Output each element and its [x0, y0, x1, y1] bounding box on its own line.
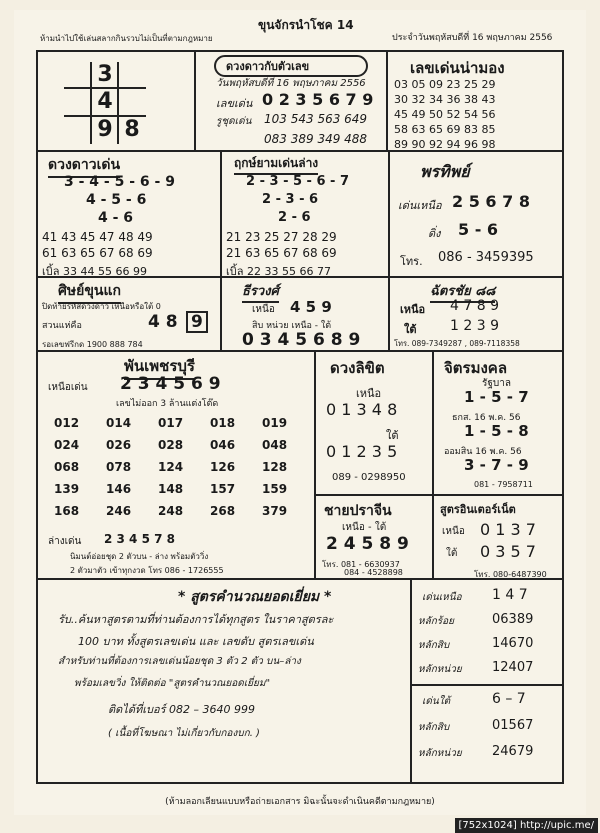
lekden-row-5: 89 90 92 94 96 98: [394, 138, 496, 151]
sutdee-top-label: เด่นเหนือ: [422, 592, 462, 603]
phetchaburi-number: 068: [54, 460, 80, 474]
phetchaburi-number: 078: [106, 460, 132, 474]
duangdao-lead-value: 0 2 3 5 6 7 9: [262, 90, 374, 109]
sutdee-row5-value: 24679: [492, 744, 534, 759]
phetchaburi-grid: [38, 352, 314, 522]
rerk-row2: 21 63 65 67 68 69: [226, 246, 337, 260]
lekden-box: [386, 50, 564, 152]
sutdee-p6: ( เนื้อที่โฆษณา ไม่เกี่ยวกับกองบก. ): [108, 728, 260, 739]
duangdaoden-row1: 41 43 45 47 48 49: [42, 230, 153, 244]
magic-square-box: [36, 50, 196, 152]
duanglikhit-s-value: 0 1 2 3 5: [326, 442, 398, 461]
duanglikhit-box: [314, 350, 434, 496]
phetchaburi-number: 248: [158, 504, 184, 518]
phetchaburi-number: 146: [106, 482, 132, 496]
duangdaoden-row3: เบิ้ล 33 44 55 66 99: [42, 265, 147, 278]
pornthip-bottom-value: 5 - 6: [458, 220, 499, 239]
jitmongkol-c-label: ออมสิน 16 พ.ค. 56: [444, 447, 522, 457]
duanglikhit-n-label: เหนือ: [356, 387, 382, 400]
duangdaoden-title: ดวงดาวเด่น: [48, 154, 120, 178]
phetchaburi-lead-value: 2 3 4 5 6 9: [120, 374, 221, 394]
jitmongkol-b-value: 1 - 5 - 8: [464, 422, 529, 440]
sutdee-mid-value: 6 – 7: [492, 691, 526, 707]
duangdao-box: [194, 50, 388, 152]
phetchaburi-number: 379: [262, 504, 288, 518]
duangdao-lead-label: เลขเด่น: [216, 97, 253, 110]
sutdee-row5-label: หลักหน่วย: [418, 748, 462, 759]
internet-title: สูตรอินเตอร์เน็ต: [440, 503, 516, 516]
sittikhunkae-foot: รอเลขฟรีกด 1900 888 784: [42, 340, 143, 349]
duangdao-row1: 103 543 563 649: [264, 112, 368, 126]
sutdee-row1-label: หลักร้อย: [418, 616, 455, 627]
chaiprajin-sub: เหนือ - ใต้: [342, 522, 387, 533]
phetchaburi-note2: นิมนต์อ่อยชุด 2 ตัวบน - ล่าง พร้อมตัววิ่ง: [70, 552, 209, 561]
phetchaburi-number: 124: [158, 460, 184, 474]
sutdee-mid-label: เด่นใต้: [422, 696, 451, 707]
teerawong-mid: สิบ หน่วย เหนือ - ใต้: [252, 321, 332, 331]
chaiprajin-value: 2 4 5 8 9: [326, 534, 409, 554]
sutdee-right-panel: [410, 580, 564, 782]
sutdee-p4: พร้อมเลขวิ่ง ให้ติดต่อ "สูตรคำนวณยอดเยี่ยม": [74, 678, 271, 689]
header-warning: ห้ามนำไปใช้เล่นสลากกินรวบไม่เป็นที่ตามกฎหมาย: [40, 34, 213, 43]
duanglikhit-tel: 089 - 0298950: [332, 472, 406, 483]
lekden-row-4: 58 63 65 69 83 85: [394, 123, 496, 136]
pornthip-box: [388, 150, 564, 278]
phetchaburi-number: 019: [262, 416, 288, 430]
rerk-box: [220, 150, 390, 278]
sittikhunkae-value: 4 8: [148, 312, 178, 332]
sutdee-row3-label: หลักหน่วย: [418, 664, 462, 675]
phetchaburi-note3: 2 ตัวมาตัว เข้าทุกงวด โทร 086 - 1726555: [70, 566, 224, 575]
sittikhunkae-line1: ปิดท้ายรหัสดวงดาว เหนือหรือใต้ 0: [42, 302, 161, 311]
sutdee-title: * สูตรคำนวณยอดเยี่ยม *: [178, 589, 332, 605]
chaiprajin-tel1: โทร. 081 - 6630937: [322, 560, 400, 569]
phetchaburi-lead-label: เหนือเด่น: [48, 382, 88, 393]
sutdee-row4-label: หลักสิบ: [418, 722, 450, 733]
sutdee-box: [36, 578, 564, 784]
sutdee-right-divider: [412, 684, 564, 686]
internet-box: [432, 494, 564, 580]
lekden-row-2: 30 32 34 36 38 43: [394, 93, 496, 106]
phetchaburi-box: [36, 350, 316, 580]
phetchaburi-number: 246: [106, 504, 132, 518]
duangdaoden-box: [36, 150, 222, 278]
phetchaburi-number: 046: [210, 438, 236, 452]
jitmongkol-title: จิตรมงคล: [444, 359, 508, 377]
watermark: [752x1024] http://upic.me/: [455, 818, 598, 833]
sutdee-row3-value: 12407: [492, 660, 534, 675]
phetchaburi-number: 148: [158, 482, 184, 496]
chatchai-tel: โทร. 089-7349287 , 089-7118358: [394, 339, 520, 348]
rerk-line1: 2 - 3 - 5 - 6 - 7: [246, 174, 350, 189]
rerk-title: ฤกษ์ยามเด่นล่าง: [234, 154, 318, 175]
chatchai-s-value: 1 2 3 9: [450, 318, 499, 334]
chatchai-n-label: เหนือ: [400, 303, 426, 316]
sittikhunkae-title: ศิษย์ขุนแก: [58, 280, 121, 304]
phetchaburi-number: 126: [210, 460, 236, 474]
duangdao-pairs-label: รูชุดเด่น: [216, 116, 252, 127]
square-cell-middle: 4: [97, 89, 113, 114]
pornthip-top-value: 2 5 6 7 8: [452, 192, 530, 211]
internet-s-label: ใต้: [446, 548, 458, 559]
duangdao-title: ดวงดาวกับตัวเลข: [226, 60, 310, 73]
phetchaburi-number: 012: [54, 416, 80, 430]
chatchai-n-value: 4 7 8 9: [450, 298, 499, 314]
internet-s-value: 0 3 5 7: [480, 542, 536, 561]
header-title: ขุนจักรนำโชค 14: [258, 18, 354, 32]
sutdee-p3: สำหรับท่านที่ต้องการเลขเด่นน้อยชุด 3 ตัว 2 ตัว บน–ล่าง: [58, 656, 301, 667]
sutdee-p1: รับ..ค้นหาสูตรตามที่ท่านต้องการได้ทุกสูตร ในราคาสูตรละ: [58, 613, 334, 626]
sutdee-row2-label: หลักสิบ: [418, 640, 450, 651]
phetchaburi-number: 028: [158, 438, 184, 452]
internet-n-label: เหนือ: [442, 526, 465, 537]
chaiprajin-tel2: 084 - 4528898: [344, 568, 403, 577]
phetchaburi-bottom-label: ล่างเด่น: [48, 536, 82, 547]
chatchai-title: ฉัตรชัย ๘๘: [430, 280, 495, 303]
square-cell-bottom-right: 8: [124, 117, 140, 142]
phetchaburi-note: เลขไม่ออก 3 ล้านแต่งโต๊ด: [116, 399, 219, 409]
square-cell-bottom-left: 9: [97, 117, 113, 142]
internet-tel: โทร. 080-6487390: [474, 570, 547, 579]
rerk-line2: 2 - 3 - 6: [262, 192, 319, 207]
chatchai-s-label: ใต้: [404, 323, 417, 336]
sutdee-p5: ติดได้ที่เบอร์ 082 – 3640 999: [108, 703, 255, 716]
header-date: ประจำวันพฤหัสบดีที่ 16 พฤษภาคม 2556: [392, 33, 553, 43]
sutdee-row2-value: 14670: [492, 636, 534, 651]
duangdaoden-row2: 61 63 65 67 68 69: [42, 246, 153, 260]
jitmongkol-box: [432, 350, 564, 496]
pornthip-bottom-label: ดิ่ง: [428, 227, 441, 240]
jitmongkol-b-label: ธกส. 16 พ.ค. 56: [452, 413, 521, 423]
chaiprajin-box: [314, 494, 434, 580]
sittikhunkae-boxed: 9: [186, 311, 208, 333]
duangdaoden-line2: 4 - 5 - 6: [86, 192, 147, 208]
phetchaburi-number: 024: [54, 438, 80, 452]
sittikhunkae-box: [36, 276, 222, 352]
duangdao-row2: 083 389 349 488: [264, 132, 368, 146]
pornthip-top-label: เด่นเหนือ: [398, 199, 442, 212]
phetchaburi-number: 128: [262, 460, 288, 474]
phetchaburi-number: 048: [262, 438, 288, 452]
teerawong-top-label: เหนือ: [252, 304, 275, 315]
sutdee-row1-value: 06389: [492, 612, 534, 627]
page-footer: (ห้ามลอกเลียนแบบหรือถ่ายเอกสาร มิฉะนั้นจะดำเนินคดีตามกฎหมาย): [165, 797, 435, 807]
rerk-row1: 21 23 25 27 28 29: [226, 230, 337, 244]
duangdaoden-line1: 3 - 4 - 5 - 6 - 9: [64, 174, 175, 190]
sutdee-p2: 100 บาท ทั้งสูตรเลขเด่น และ เลขดับ สูตรเลขเด่น: [78, 635, 314, 648]
teerawong-top-value: 4 5 9: [290, 298, 332, 316]
phetchaburi-number: 139: [54, 482, 80, 496]
phetchaburi-bottom-value: 2 3 4 5 7 8: [104, 532, 175, 546]
pornthip-tel-label: โทร.: [400, 255, 423, 268]
phetchaburi-number: 159: [262, 482, 288, 496]
phetchaburi-number: 026: [106, 438, 132, 452]
lekden-row-3: 45 49 50 52 54 56: [394, 108, 496, 121]
phetchaburi-title: พันเพชรบุรี: [124, 354, 195, 380]
teerawong-box: [220, 276, 390, 352]
teerawong-title: ธีรวงศ์: [242, 280, 279, 303]
page-header: [14, 10, 586, 46]
duanglikhit-s-label: ใต้: [386, 429, 399, 442]
jitmongkol-a-label: รัฐบาล: [482, 378, 511, 389]
duanglikhit-n-value: 0 1 3 4 8: [326, 400, 398, 419]
sutdee-row4-value: 01567: [492, 718, 534, 733]
jitmongkol-a-value: 1 - 5 - 7: [464, 388, 529, 406]
phetchaburi-number: 014: [106, 416, 132, 430]
internet-n-value: 0 1 3 7: [480, 520, 536, 539]
chatchai-box: [388, 276, 564, 352]
jitmongkol-tel: 081 - 7958711: [474, 480, 533, 489]
lekden-title: เลขเด่นน่ามอง: [410, 59, 505, 77]
phetchaburi-number: 017: [158, 416, 184, 430]
lekden-row-1: 03 05 09 23 25 29: [394, 78, 496, 91]
duangdaoden-line3: 4 - 6: [98, 210, 134, 226]
pornthip-tel: 086 - 3459395: [438, 250, 534, 265]
square-cell-top: 3: [97, 62, 113, 87]
rerk-row3: เบิ้ล 22 33 55 66 77: [226, 265, 331, 278]
duangdao-date: วันพฤหัสบดีที่ 16 พฤษภาคม 2556: [216, 78, 366, 89]
sutdee-top-value: 1 4 7: [492, 587, 528, 603]
duanglikhit-title: ดวงลิขิต: [330, 359, 385, 377]
sittikhunkae-line2: สวนแห่คือ: [42, 321, 82, 331]
phetchaburi-number: 018: [210, 416, 236, 430]
jitmongkol-c-value: 3 - 7 - 9: [464, 456, 529, 474]
chaiprajin-title: ชายปราจีน: [324, 503, 392, 519]
phetchaburi-number: 157: [210, 482, 236, 496]
phetchaburi-number: 168: [54, 504, 80, 518]
teerawong-big: 0 3 4 5 6 8 9: [242, 330, 361, 350]
pornthip-title: พรทิพย์: [420, 162, 470, 181]
newspaper-page: [14, 10, 586, 815]
rerk-line3: 2 - 6: [278, 210, 311, 225]
phetchaburi-number: 268: [210, 504, 236, 518]
